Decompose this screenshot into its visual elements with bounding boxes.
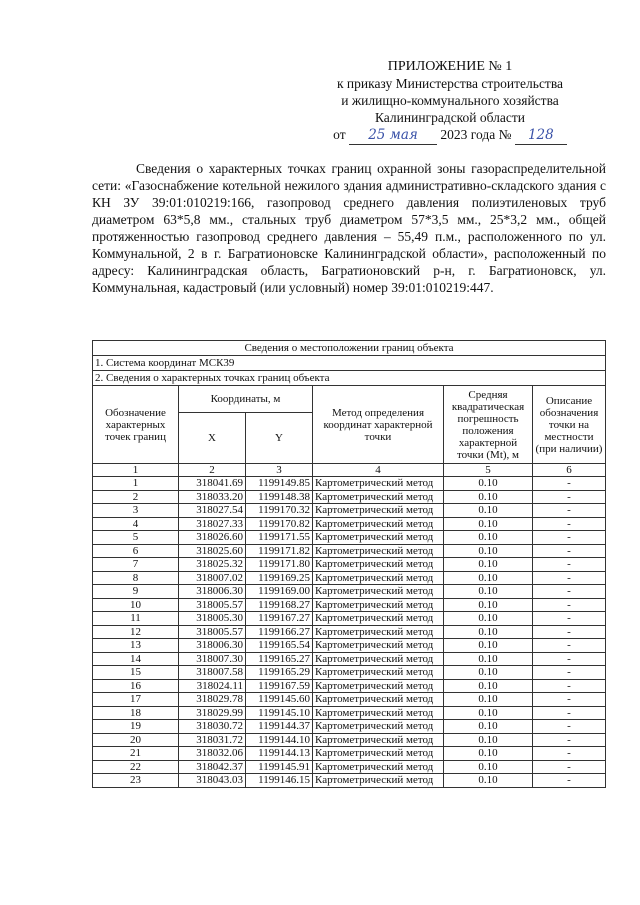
point-number-cell: 4 bbox=[93, 517, 179, 531]
table-row bbox=[93, 625, 606, 639]
point-number-cell: 17 bbox=[93, 693, 179, 707]
x-coordinate-cell: 318005.57 bbox=[179, 625, 246, 639]
table-row bbox=[93, 679, 606, 693]
error-value-cell: 0.10 bbox=[444, 558, 533, 572]
error-value-cell: 0.10 bbox=[444, 477, 533, 491]
error-value-cell: 0.10 bbox=[444, 693, 533, 707]
error-value-cell: 0.10 bbox=[444, 747, 533, 761]
y-coordinate-cell: 1199144.37 bbox=[246, 720, 313, 734]
method-cell: Картометрический метод bbox=[313, 774, 444, 788]
y-coordinate-cell: 1199146.15 bbox=[246, 774, 313, 788]
x-coordinate-cell: 318005.30 bbox=[179, 612, 246, 626]
points-section-title: 2. Сведения о характерных точках границ объекта bbox=[93, 371, 606, 386]
y-coordinate-cell: 1199167.27 bbox=[246, 612, 313, 626]
table-row bbox=[93, 571, 606, 585]
method-cell: Картометрический метод bbox=[313, 760, 444, 774]
error-value-cell: 0.10 bbox=[444, 490, 533, 504]
method-cell: Картометрический метод bbox=[313, 598, 444, 612]
column-index: 6 bbox=[533, 464, 606, 477]
method-cell: Картометрический метод bbox=[313, 544, 444, 558]
description-cell: - bbox=[533, 679, 606, 693]
y-coordinate-cell: 1199168.27 bbox=[246, 598, 313, 612]
table-row bbox=[93, 693, 606, 707]
x-coordinate-cell: 318007.58 bbox=[179, 666, 246, 680]
error-value-cell: 0.10 bbox=[444, 585, 533, 599]
description-cell: - bbox=[533, 720, 606, 734]
y-coordinate-cell: 1199145.10 bbox=[246, 706, 313, 720]
appendix-title: ПРИЛОЖЕНИЕ № 1 bbox=[387, 59, 513, 74]
description-cell: - bbox=[533, 666, 606, 680]
y-coordinate-cell: 1199148.38 bbox=[246, 490, 313, 504]
method-cell: Картометрический метод bbox=[313, 706, 444, 720]
description-cell: - bbox=[533, 558, 606, 572]
y-coordinate-cell: 1199165.29 bbox=[246, 666, 313, 680]
description-cell: - bbox=[533, 625, 606, 639]
table-row bbox=[93, 747, 606, 761]
y-coordinate-cell: 1199144.10 bbox=[246, 733, 313, 747]
method-cell: Картометрический метод bbox=[313, 612, 444, 626]
error-value-cell: 0.10 bbox=[444, 733, 533, 747]
description-cell: - bbox=[533, 774, 606, 788]
point-number-cell: 20 bbox=[93, 733, 179, 747]
method-cell: Картометрический метод bbox=[313, 679, 444, 693]
point-number-cell: 16 bbox=[93, 679, 179, 693]
method-cell: Картометрический метод bbox=[313, 747, 444, 761]
x-coordinate-cell: 318031.72 bbox=[179, 733, 246, 747]
date-prefix: от bbox=[333, 127, 346, 142]
table-body bbox=[93, 477, 606, 788]
appendix-line-1: к приказу Министерства строительства bbox=[336, 76, 564, 91]
appendix-line-3: Калининградской области bbox=[374, 110, 526, 125]
column-index: 4 bbox=[313, 464, 444, 477]
description-cell: - bbox=[533, 693, 606, 707]
table-row bbox=[93, 585, 606, 599]
error-value-cell: 0.10 bbox=[444, 531, 533, 545]
table-row bbox=[93, 706, 606, 720]
method-cell: Картометрический метод bbox=[313, 571, 444, 585]
method-cell: Картометрический метод bbox=[313, 558, 444, 572]
header-coordinates: Координаты, м bbox=[179, 386, 313, 413]
error-value-cell: 0.10 bbox=[444, 720, 533, 734]
description-cell: - bbox=[533, 652, 606, 666]
table-row bbox=[93, 652, 606, 666]
appendix-date-line bbox=[333, 126, 567, 145]
header-y: Y bbox=[246, 413, 313, 464]
point-number-cell: 5 bbox=[93, 531, 179, 545]
error-value-cell: 0.10 bbox=[444, 639, 533, 653]
y-coordinate-cell: 1199169.00 bbox=[246, 585, 313, 599]
y-coordinate-cell: 1199170.32 bbox=[246, 504, 313, 518]
x-coordinate-cell: 318033.20 bbox=[179, 490, 246, 504]
y-coordinate-cell: 1199166.27 bbox=[246, 625, 313, 639]
table-row bbox=[93, 477, 606, 491]
error-value-cell: 0.10 bbox=[444, 544, 533, 558]
point-number-cell: 3 bbox=[93, 504, 179, 518]
point-number-cell: 14 bbox=[93, 652, 179, 666]
x-coordinate-cell: 318032.06 bbox=[179, 747, 246, 761]
error-value-cell: 0.10 bbox=[444, 774, 533, 788]
table-row bbox=[93, 720, 606, 734]
table-row bbox=[93, 774, 606, 788]
table-row bbox=[93, 760, 606, 774]
appendix-header bbox=[300, 58, 600, 145]
table-section-title: Сведения о местоположении границ объекта bbox=[93, 341, 606, 356]
method-cell: Картометрический метод bbox=[313, 504, 444, 518]
column-index: 5 bbox=[444, 464, 533, 477]
x-coordinate-cell: 318030.72 bbox=[179, 720, 246, 734]
table-row bbox=[93, 544, 606, 558]
point-number-cell: 10 bbox=[93, 598, 179, 612]
description-cell: - bbox=[533, 733, 606, 747]
point-number-cell: 8 bbox=[93, 571, 179, 585]
method-cell: Картометрический метод bbox=[313, 490, 444, 504]
y-coordinate-cell: 1199149.85 bbox=[246, 477, 313, 491]
description-cell: - bbox=[533, 585, 606, 599]
point-number-cell: 21 bbox=[93, 747, 179, 761]
y-coordinate-cell: 1199169.25 bbox=[246, 571, 313, 585]
x-coordinate-cell: 318007.02 bbox=[179, 571, 246, 585]
x-coordinate-cell: 318027.33 bbox=[179, 517, 246, 531]
x-coordinate-cell: 318041.69 bbox=[179, 477, 246, 491]
error-value-cell: 0.10 bbox=[444, 679, 533, 693]
y-coordinate-cell: 1199145.91 bbox=[246, 760, 313, 774]
method-cell: Картометрический метод bbox=[313, 639, 444, 653]
table-row bbox=[93, 639, 606, 653]
intro-paragraph: Сведения о характерных точках границ охранной зоны газораспределительной сети: «Газоснабжение котельной нежилого здания административно-складского здания с КН ЗУ 39:01:010219:166, газопровод среднего давления полиэтиленовых труб диаметром 63*5,8 мм., стальных труб диаметром 57*3,5 мм., 25*3,2 мм., общей протяженностью газопровод среднего давления – 55,49 п.м., расположенного по ул. Коммунальной, 2 в г. Багратионовске Калининградской области», расположенный по адресу: Калининградская область, Багратионовский р-н, г. Багратионовск, ул. Коммунальная, кадастровый (или условный) номер 39:01:010219:447. bbox=[92, 161, 606, 295]
description-cell: - bbox=[533, 747, 606, 761]
description-cell: - bbox=[533, 477, 606, 491]
error-value-cell: 0.10 bbox=[444, 612, 533, 626]
coordinate-system: 1. Система координат МСК39 bbox=[93, 356, 606, 371]
error-value-cell: 0.10 bbox=[444, 706, 533, 720]
header-description: Описание обозначения точки на местности (при наличии) bbox=[533, 386, 606, 464]
point-number-cell: 6 bbox=[93, 544, 179, 558]
point-number-cell: 2 bbox=[93, 490, 179, 504]
header-error: Средняя квадратическая погрешность положения характерной точки (Mt), м bbox=[444, 386, 533, 464]
column-index: 3 bbox=[246, 464, 313, 477]
error-value-cell: 0.10 bbox=[444, 666, 533, 680]
y-coordinate-cell: 1199171.55 bbox=[246, 531, 313, 545]
table-row bbox=[93, 598, 606, 612]
point-number-cell: 19 bbox=[93, 720, 179, 734]
point-number-cell: 9 bbox=[93, 585, 179, 599]
x-coordinate-cell: 318027.54 bbox=[179, 504, 246, 518]
column-index: 1 bbox=[93, 464, 179, 477]
point-number-cell: 12 bbox=[93, 625, 179, 639]
x-coordinate-cell: 318005.57 bbox=[179, 598, 246, 612]
y-coordinate-cell: 1199171.82 bbox=[246, 544, 313, 558]
method-cell: Картометрический метод bbox=[313, 666, 444, 680]
point-number-cell: 23 bbox=[93, 774, 179, 788]
table-row bbox=[93, 490, 606, 504]
error-value-cell: 0.10 bbox=[444, 760, 533, 774]
x-coordinate-cell: 318029.99 bbox=[179, 706, 246, 720]
point-number-cell: 11 bbox=[93, 612, 179, 626]
method-cell: Картометрический метод bbox=[313, 477, 444, 491]
error-value-cell: 0.10 bbox=[444, 625, 533, 639]
description-cell: - bbox=[533, 706, 606, 720]
point-number-cell: 13 bbox=[93, 639, 179, 653]
x-coordinate-cell: 318007.30 bbox=[179, 652, 246, 666]
column-index-row bbox=[93, 464, 606, 477]
method-cell: Картометрический метод bbox=[313, 693, 444, 707]
method-cell: Картометрический метод bbox=[313, 720, 444, 734]
date-year: 2023 года № bbox=[440, 127, 512, 142]
header-point: Обозначение характерных точек границ bbox=[93, 386, 179, 464]
y-coordinate-cell: 1199167.59 bbox=[246, 679, 313, 693]
method-cell: Картометрический метод bbox=[313, 733, 444, 747]
method-cell: Картометрический метод bbox=[313, 585, 444, 599]
description-cell: - bbox=[533, 612, 606, 626]
description-cell: - bbox=[533, 544, 606, 558]
error-value-cell: 0.10 bbox=[444, 598, 533, 612]
y-coordinate-cell: 1199165.54 bbox=[246, 639, 313, 653]
point-number-cell: 1 bbox=[93, 477, 179, 491]
x-coordinate-cell: 318029.78 bbox=[179, 693, 246, 707]
table-row bbox=[93, 612, 606, 626]
description-cell: - bbox=[533, 598, 606, 612]
table-row bbox=[93, 666, 606, 680]
description-cell: - bbox=[533, 571, 606, 585]
table-row bbox=[93, 531, 606, 545]
appendix-line-2: и жилищно-коммунального хозяйства bbox=[341, 93, 559, 108]
handwritten-date: 25 мая bbox=[349, 127, 437, 145]
description-cell: - bbox=[533, 531, 606, 545]
point-number-cell: 18 bbox=[93, 706, 179, 720]
x-coordinate-cell: 318025.32 bbox=[179, 558, 246, 572]
header-x: X bbox=[179, 413, 246, 464]
description-cell: - bbox=[533, 639, 606, 653]
table-row bbox=[93, 504, 606, 518]
boundary-points-table bbox=[92, 340, 606, 788]
method-cell: Картометрический метод bbox=[313, 652, 444, 666]
method-cell: Картометрический метод bbox=[313, 625, 444, 639]
y-coordinate-cell: 1199145.60 bbox=[246, 693, 313, 707]
error-value-cell: 0.10 bbox=[444, 517, 533, 531]
error-value-cell: 0.10 bbox=[444, 571, 533, 585]
table-row bbox=[93, 517, 606, 531]
x-coordinate-cell: 318024.11 bbox=[179, 679, 246, 693]
table-row bbox=[93, 733, 606, 747]
description-cell: - bbox=[533, 490, 606, 504]
x-coordinate-cell: 318025.60 bbox=[179, 544, 246, 558]
description-cell: - bbox=[533, 760, 606, 774]
method-cell: Картометрический метод bbox=[313, 531, 444, 545]
column-index: 2 bbox=[179, 464, 246, 477]
point-number-cell: 15 bbox=[93, 666, 179, 680]
y-coordinate-cell: 1199144.13 bbox=[246, 747, 313, 761]
x-coordinate-cell: 318042.37 bbox=[179, 760, 246, 774]
y-coordinate-cell: 1199171.80 bbox=[246, 558, 313, 572]
x-coordinate-cell: 318026.60 bbox=[179, 531, 246, 545]
x-coordinate-cell: 318043.03 bbox=[179, 774, 246, 788]
table-row bbox=[93, 558, 606, 572]
method-cell: Картометрический метод bbox=[313, 517, 444, 531]
description-cell: - bbox=[533, 504, 606, 518]
header-method: Метод определения координат характерной точки bbox=[313, 386, 444, 464]
description-cell: - bbox=[533, 517, 606, 531]
point-number-cell: 7 bbox=[93, 558, 179, 572]
x-coordinate-cell: 318006.30 bbox=[179, 639, 246, 653]
x-coordinate-cell: 318006.30 bbox=[179, 585, 246, 599]
y-coordinate-cell: 1199165.27 bbox=[246, 652, 313, 666]
handwritten-order-number: 128 bbox=[515, 127, 567, 145]
y-coordinate-cell: 1199170.82 bbox=[246, 517, 313, 531]
point-number-cell: 22 bbox=[93, 760, 179, 774]
error-value-cell: 0.10 bbox=[444, 504, 533, 518]
error-value-cell: 0.10 bbox=[444, 652, 533, 666]
